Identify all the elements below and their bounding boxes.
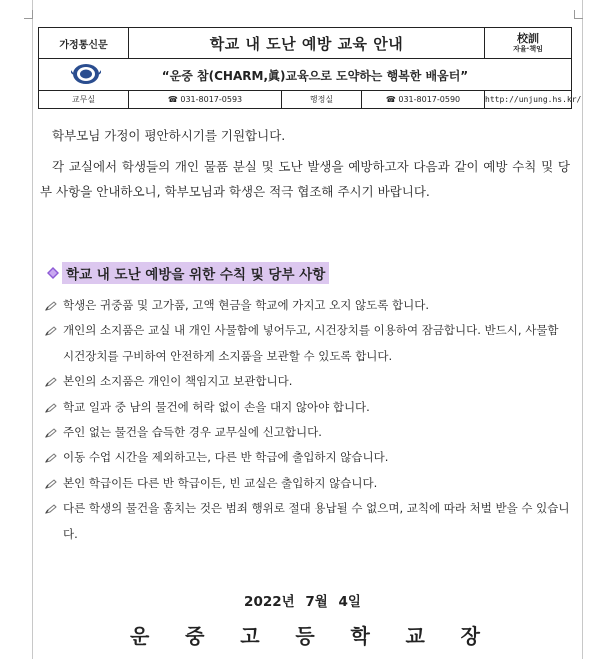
page-right-edge [582,0,583,659]
pencil-icon [45,301,57,311]
rule-text: 학교 일과 중 남의 물건에 허락 없이 손을 대지 않아야 합니다. [63,399,370,414]
letterhead-table [38,27,582,109]
pencil-icon [45,377,57,387]
motto-row [39,59,572,91]
rule-item [43,471,570,496]
intro-paragraph: 각 교실에서 학생들의 개인 물품 분실 및 도난 발생을 예방하고자 다음과 같이 예방 수칙 및 당부 사항을 안내하오니, 학부모님과 학생은 적극 협조해 주시기 바랍니다. [40,159,570,199]
school-motto: “운중 참(CHARM,眞)교육으로 도약하는 행복한 배움터” [161,69,469,83]
rule-text: 개인의 소지품은 교실 내 개인 사물함에 넣어두고, 시건장치를 이용하여 잠금합니다. 반드시, 사물함 시건장치를 구비하여 안전하게 소지품을 보관할 수 있도록 합니다. [63,323,559,363]
page-left-edge [32,0,33,659]
rules-list [43,293,570,547]
rule-text: 이동 수업 시간을 제외하고는, 다른 반 학급에 출입하지 않습니다. [63,450,389,465]
rule-item [43,318,570,369]
rule-item [43,369,570,394]
issue-date: 2022년 7월 4일 [244,594,361,610]
section-title: 학교 내 도난 예방을 위한 수칙 및 당부 사항 [62,262,329,284]
school-char: 고 [240,624,260,648]
corner-mark-top-right [574,10,583,19]
rule-item [43,445,570,470]
greeting-paragraph: 학부모님 가정이 평안하시기를 기원합니다. [52,128,286,143]
school-char: 운 [130,624,150,648]
publication-type: 가정통신문 [39,28,129,59]
school-emblem-icon [71,62,101,86]
rule-text: 학생은 귀중품 및 고가품, 고액 현금을 학교에 가지고 오지 않도록 합니다. [63,298,430,312]
pencil-icon [45,403,57,413]
office1-phone: ☎ 031-8017-0593 [129,91,282,109]
rule-item [43,420,570,445]
school-char: 등 [295,624,315,648]
school-char: 교 [405,624,425,648]
rule-item [43,395,570,420]
rule-text: 본인 학급이든 다른 반 학급이든, 빈 교실은 출입하지 않습니다. [63,475,378,490]
rule-text: 주인 없는 물건을 습득한 경우 교무실에 신고합니다. [63,425,322,440]
pencil-icon [45,453,57,463]
diamond-bullet-icon [46,266,60,280]
school-char: 장 [460,624,480,648]
school-motto-stamp [485,28,572,59]
school-char: 학 [350,624,370,648]
pencil-icon [45,479,57,489]
office1-label: 교무실 [39,91,129,109]
school-website: http://unjung.hs.kr/ [485,91,572,109]
rule-item [43,293,570,318]
pencil-icon [45,428,57,438]
stamp-bottom: 자율·책임 [513,45,543,54]
rule-text: 다른 학생의 물건을 훔치는 것은 범죄 행위로 절대 용납될 수 없으며, 교칙에 따라 처벌 받을 수 있습니다. [63,501,570,541]
document-title: 학교 내 도난 예방 교육 안내 [129,28,485,59]
office2-phone: ☎ 031-8017-0590 [362,91,485,109]
stamp-top: 校訓 [517,31,540,45]
rule-text: 본인의 소지품은 개인이 책임지고 보관합니다. [63,374,293,389]
office2-label: 행정실 [282,91,362,109]
school-principal-signature [130,620,480,649]
rule-item [43,496,570,547]
pencil-icon [45,326,57,336]
pencil-icon [45,504,57,514]
school-char: 중 [185,624,205,648]
corner-mark-top-left [24,10,33,19]
section-heading [46,263,329,283]
